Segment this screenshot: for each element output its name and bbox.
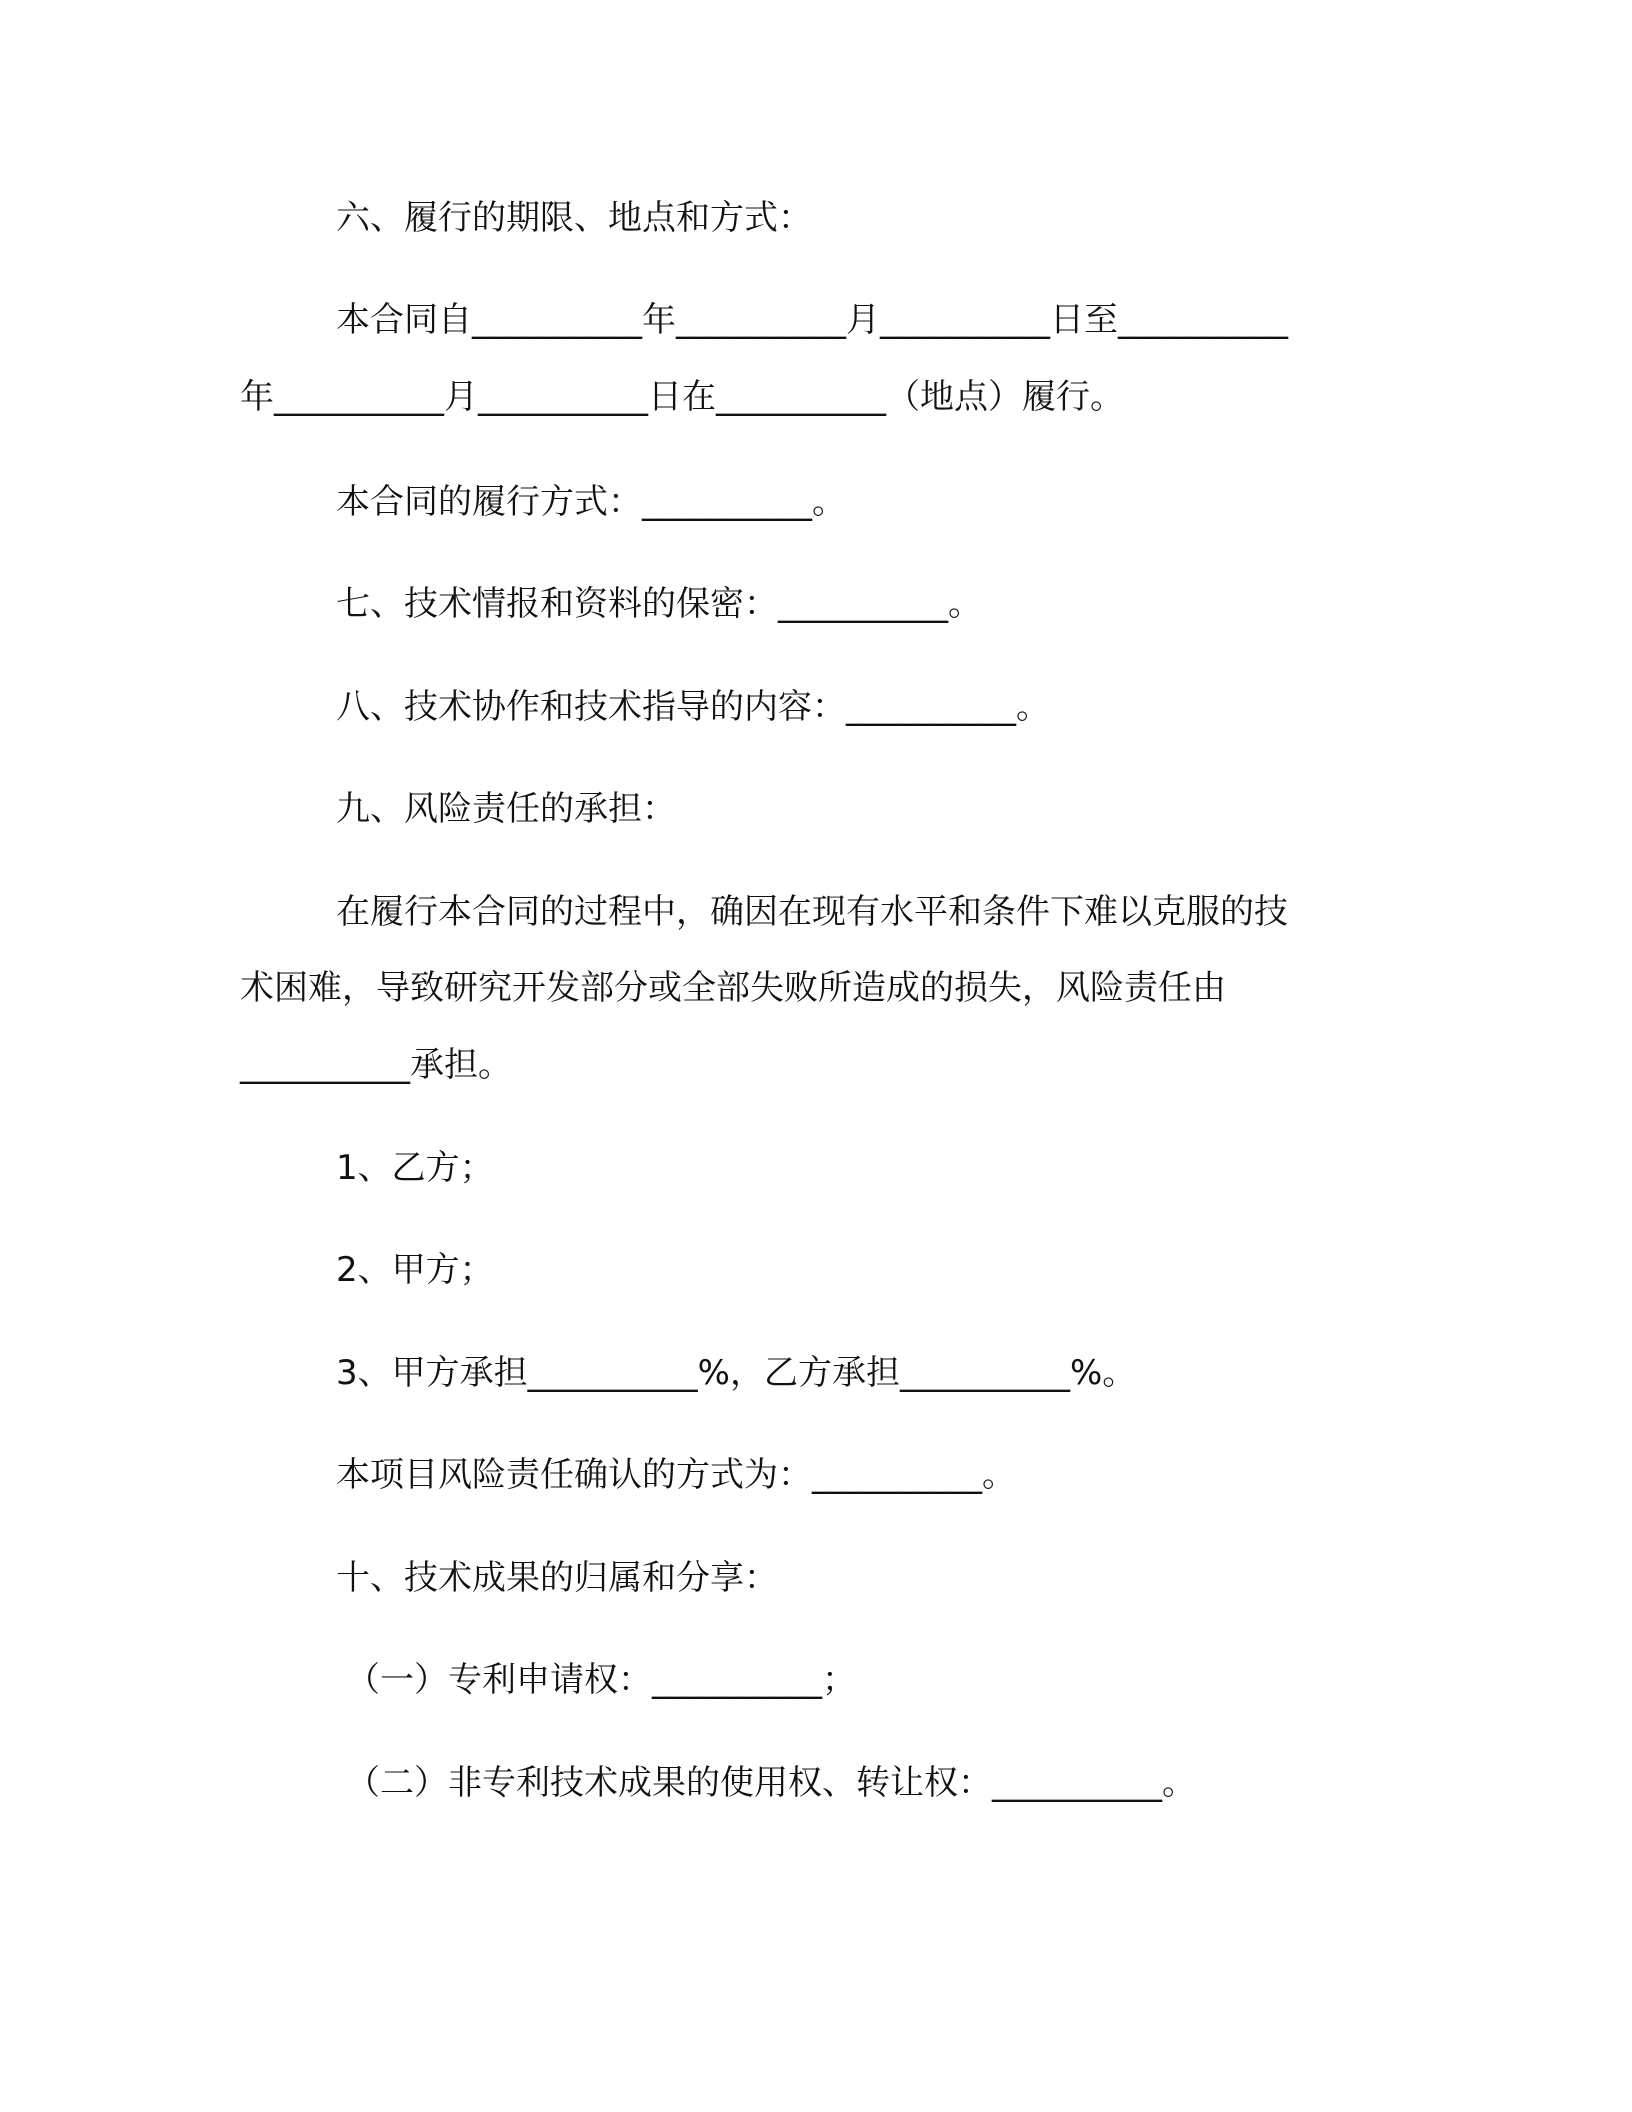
- section-8-technical-cooperation: 八、技术协作和技术指导的内容：__________。: [336, 687, 1050, 727]
- risk-paragraph-line-2: 术困难，导致研究开发部分或全部失败所造成的损失，风险责任由: [240, 968, 1226, 1008]
- section-9-heading: 九、风险责任的承担：: [336, 789, 676, 829]
- section-7-confidentiality: 七、技术情报和资料的保密：__________。: [336, 584, 982, 624]
- term-period-line-1: 本合同自__________年__________月__________日至__________: [336, 300, 1288, 340]
- risk-paragraph-line-1: 在履行本合同的过程中，确因在现有水平和条件下难以克服的技: [336, 892, 1288, 932]
- risk-confirmation-line: 本项目风险责任确认的方式为：__________。: [336, 1455, 1016, 1495]
- patent-application-right-line: （一）专利申请权：__________；: [346, 1660, 856, 1700]
- risk-option-2: 2、甲方；: [336, 1250, 494, 1290]
- non-patent-rights-line: （二）非专利技术成果的使用权、转让权：__________。: [346, 1763, 1196, 1803]
- section-10-heading: 十、技术成果的归属和分享：: [336, 1558, 778, 1598]
- performance-method-line: 本合同的履行方式：__________。: [336, 482, 846, 522]
- section-6-heading: 六、履行的期限、地点和方式：: [336, 198, 812, 238]
- term-period-line-2: 年__________月__________日在__________（地点）履行。: [240, 377, 1124, 417]
- risk-paragraph-line-3: __________承担。: [240, 1045, 512, 1085]
- risk-option-3: 3、甲方承担__________%，乙方承担__________%。: [336, 1353, 1137, 1393]
- risk-option-1: 1、乙方；: [336, 1148, 494, 1188]
